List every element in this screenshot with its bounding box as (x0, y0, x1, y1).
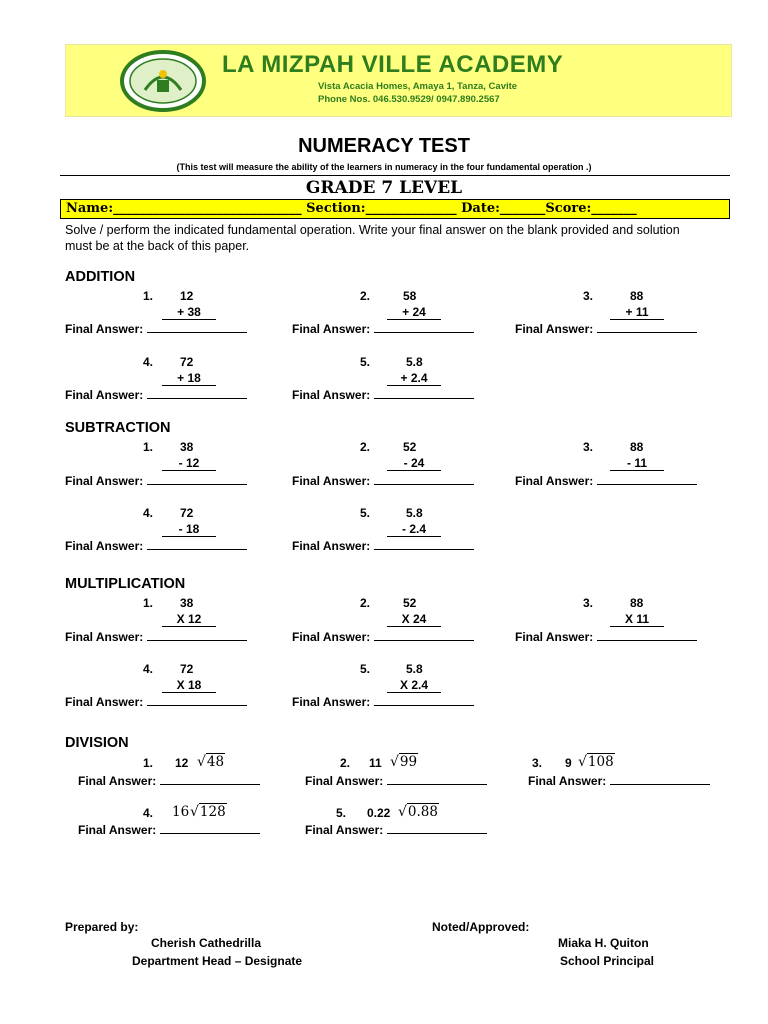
title-divider (60, 175, 730, 176)
problem-operand: 88 (630, 440, 644, 454)
final-answer-blank[interactable]: Final Answer: (305, 773, 487, 788)
problem-number: 5. (360, 355, 371, 369)
problem-number: 3. (583, 596, 594, 610)
problem-number: 3. (583, 289, 594, 303)
school-address: Vista Acacia Homes, Amaya 1, Tanza, Cavite (318, 81, 518, 92)
problem-number: 1. (143, 756, 154, 770)
problem-number: 1. (143, 596, 154, 610)
prepared-by-label: Prepared by: (65, 920, 139, 934)
problem-operand: 88 (630, 596, 644, 610)
final-answer-blank[interactable]: Final Answer: (515, 629, 697, 644)
division-radical: √48 (197, 754, 225, 770)
final-answer-blank[interactable]: Final Answer: (65, 538, 247, 553)
final-answer-blank[interactable]: Final Answer: (65, 629, 247, 644)
prepared-by-name: Cherish Cathedrilla (151, 936, 262, 950)
problem-number: 5. (360, 506, 371, 520)
final-answer-blank[interactable]: Final Answer: (78, 822, 260, 837)
final-answer-blank[interactable]: Final Answer: (78, 773, 260, 788)
division-radical: √128 (190, 804, 226, 820)
final-answer-blank[interactable]: Final Answer: (65, 473, 247, 488)
problem-number: 4. (143, 806, 154, 820)
problem-operand: 52 (403, 440, 417, 454)
problem-operand: 5.8 (406, 662, 423, 676)
problem-operand: 72 (180, 506, 194, 520)
problem-number: 2. (360, 596, 371, 610)
problem-number: 2. (360, 289, 371, 303)
problem-number: 1. (143, 440, 154, 454)
problem-operator-line: - 12 (162, 456, 216, 471)
problem-operand: 72 (180, 662, 194, 676)
problem-operator-line: - 24 (387, 456, 441, 471)
problem-number: 2. (360, 440, 371, 454)
problem-operand: 5.8 (406, 506, 423, 520)
problem-operator-line: - 18 (162, 522, 216, 537)
final-answer-blank[interactable]: Final Answer: (292, 538, 474, 553)
problem-operator-line: X 12 (162, 612, 216, 627)
division-radical: √0.88 (398, 804, 438, 820)
final-answer-blank[interactable]: Final Answer: (515, 473, 697, 488)
section-title-subtraction: SUBTRACTION (65, 420, 171, 436)
problem-operand: 38 (180, 440, 194, 454)
final-answer-blank[interactable]: Final Answer: (292, 694, 474, 709)
problem-operator-line: X 24 (387, 612, 441, 627)
student-info-fields[interactable]: Name:_____________________________ Section:______________ Date:_______Score:_______ (66, 201, 637, 216)
problem-operand: 5.8 (406, 355, 423, 369)
problem-number: 5. (336, 806, 347, 820)
final-answer-blank[interactable]: Final Answer: (65, 387, 247, 402)
problem-operator-line: + 2.4 (387, 371, 441, 386)
noted-by-name: Miaka H. Quiton (558, 936, 649, 950)
division-radical: √108 (578, 754, 614, 770)
section-title-division: DIVISION (65, 735, 129, 751)
problem-operator-line: + 11 (610, 305, 664, 320)
school-phone: Phone Nos. 046.530.9529/ 0947.890.2567 (318, 94, 500, 105)
problem-operand: 72 (180, 355, 194, 369)
division-divisor: 11 (369, 756, 382, 770)
division-divisor: 16 (172, 804, 190, 820)
problem-number: 4. (143, 506, 154, 520)
problem-number: 3. (532, 756, 543, 770)
problem-operator-line: X 2.4 (387, 678, 441, 693)
problem-number: 3. (583, 440, 594, 454)
division-divisor: 0.22 (367, 806, 391, 820)
final-answer-blank[interactable]: Final Answer: (528, 773, 710, 788)
final-answer-blank[interactable]: Final Answer: (515, 321, 697, 336)
test-subtitle: (This test will measure the ability of the learners in numeracy in the four fundamental operation .) (176, 162, 592, 172)
division-divisor: 9 (565, 756, 572, 770)
problem-number: 5. (360, 662, 371, 676)
final-answer-blank[interactable]: Final Answer: (292, 629, 474, 644)
final-answer-blank[interactable]: Final Answer: (292, 473, 474, 488)
problem-operator-line: X 18 (162, 678, 216, 693)
division-radical: √99 (390, 754, 418, 770)
problem-operator-line: - 11 (610, 456, 664, 471)
section-title-addition: ADDITION (65, 269, 136, 285)
problem-operand: 88 (630, 289, 644, 303)
problem-operand: 38 (180, 596, 194, 610)
problem-number: 1. (143, 289, 154, 303)
problem-operand: 12 (180, 289, 194, 303)
problem-operand: 52 (403, 596, 417, 610)
problem-operator-line: + 24 (387, 305, 441, 320)
problem-operator-line: - 2.4 (387, 522, 441, 537)
test-title: NUMERACY TEST (298, 135, 470, 157)
noted-by-title: School Principal (560, 954, 655, 968)
final-answer-blank[interactable]: Final Answer: (65, 694, 247, 709)
problem-operator-line: X 11 (610, 612, 664, 627)
final-answer-blank[interactable]: Final Answer: (292, 387, 474, 402)
final-answer-blank[interactable]: Final Answer: (305, 822, 487, 837)
noted-by-label: Noted/Approved: (432, 920, 530, 934)
problem-operator-line: + 18 (162, 371, 216, 386)
problem-number: 4. (143, 355, 154, 369)
problem-number: 2. (340, 756, 351, 770)
school-logo-icon (120, 50, 206, 112)
problem-operator-line: + 38 (162, 305, 216, 320)
section-title-multiplication: MULTIPLICATION (65, 576, 186, 592)
problem-number: 4. (143, 662, 154, 676)
final-answer-blank[interactable]: Final Answer: (65, 321, 247, 336)
prepared-by-title: Department Head – Designate (132, 954, 303, 968)
final-answer-blank[interactable]: Final Answer: (292, 321, 474, 336)
problem-operand: 58 (403, 289, 417, 303)
school-name: LA MIZPAH VILLE ACADEMY (222, 51, 564, 78)
division-divisor: 12 (175, 756, 189, 770)
instructions: Solve / perform the indicated fundamental operation. Write your final answer on the blank provided and solution must be at the back of this paper. (65, 223, 680, 253)
grade-level: GRADE 7 LEVEL (305, 178, 463, 198)
